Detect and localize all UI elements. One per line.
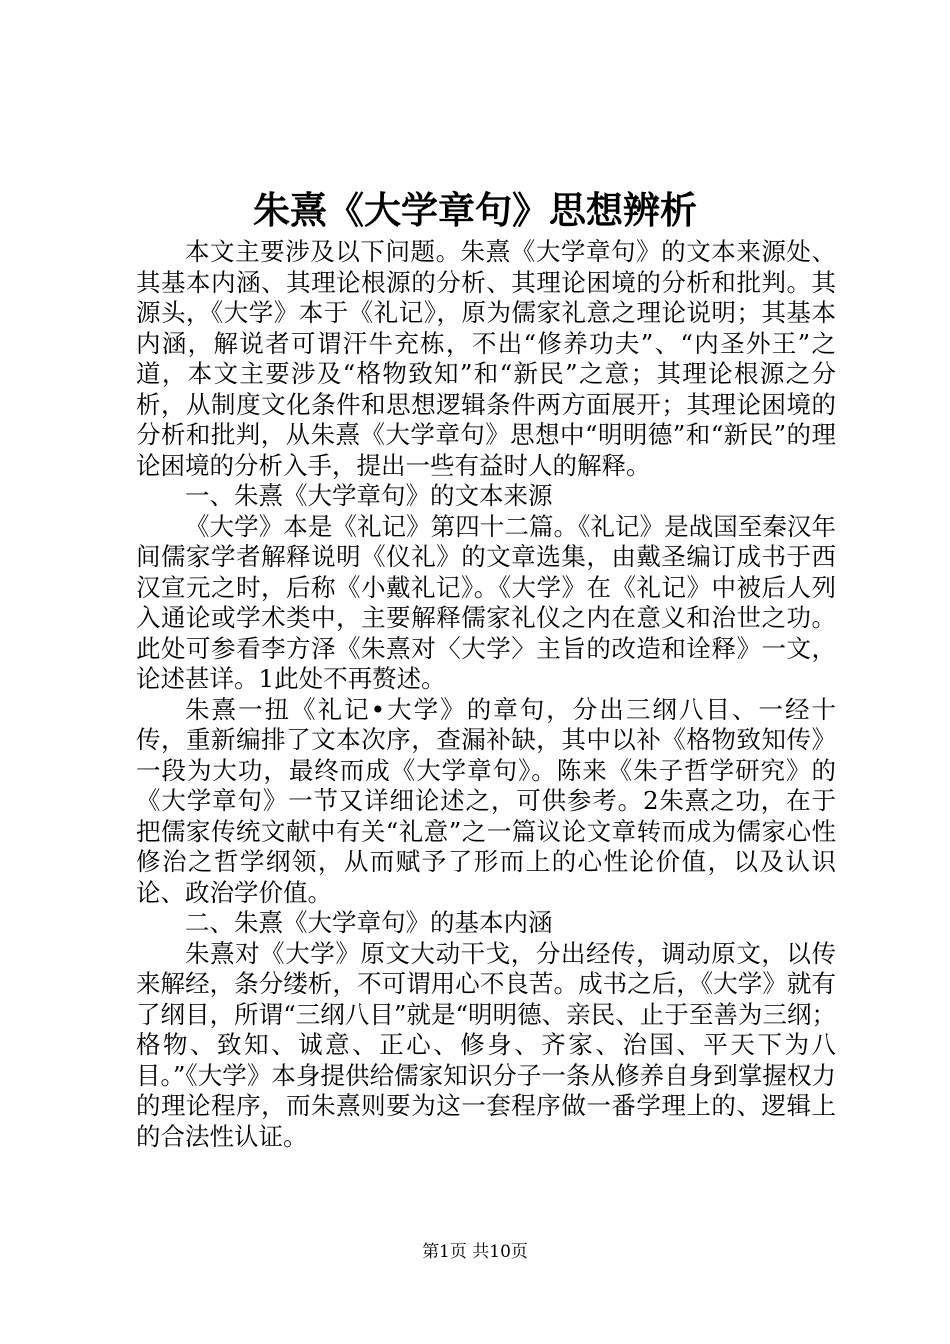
document-body [136, 237, 836, 1152]
paragraph-section2-a: 朱熹对《大学》原文大动干戈，分出经传，调动原文，以传来解经，条分缕析，不可谓用心不良苦。成书之后，《大学》就有了纲目，所谓“三纲八目”就是“明明德、亲民、止于至善为三纲；格物、致知、诚意、正心、修身、齐家、治国、平天下为八目。”《大学》本身提供给儒家知识分子一条从修养自身到掌握权力的理论程序，而朱熹则要为这一套程序做一番学理上的、逻辑上的合法性认证。 [136, 938, 836, 1151]
paragraph-section1-a: 《大学》本是《礼记》第四十二篇。《礼记》是战国至秦汉年间儒家学者解释说明《仪礼》的文章选集，由戴圣编订成书于西汉宣元之时，后称《小戴礼记》。《大学》在《礼记》中被后人列入通论或学术类中，主要解释儒家礼仪之内在意义和治世之功。此处可参看李方泽《朱熹对〈大学〉主旨的改造和诠释》一文，论述甚详。1此处不再赘述。 [136, 511, 836, 693]
page-title: 朱熹《大学章句》思想辨析 [253, 188, 697, 232]
section-heading-2: 二、朱熹《大学章句》的基本内涵 [185, 908, 553, 937]
paragraph-section1-b: 朱熹一扭《礼记•大学》的章句，分出三纲八目、一经十传，重新编排了文本次序，查漏补缺，其中以补《格物致知传》一段为大功，最终而成《大学章句》。陈来《朱子哲学研究》的《大学章句》一节又详细论述之，可供参考。2朱熹之功，在于把儒家传统文献中有关“礼意”之一篇议论文章转而成为儒家心性修治之哲学纲领，从而赋予了形而上的心性论价值，以及认识论、政治学价值。 [136, 694, 836, 907]
paragraph-abstract: 本文主要涉及以下问题。朱熹《大学章句》的文本来源处、其基本内涵、其理论根源的分析、其理论困境的分析和批判。其源头，《大学》本于《礼记》，原为儒家礼意之理论说明；其基本内涵，解说者可谓汗牛充栋，不出“修养功夫”、“内圣外王”之道，本文主要涉及“格物致知”和“新民”之意；其理论根源之分析，从制度文化条件和思想逻辑条件两方面展开；其理论困境的分析和批判，从朱熹《大学章句》思想中“明明德”和“新民”的理论困境的分析入手，提出一些有益时人的解释。 [136, 237, 836, 480]
page-number-footer: 第1页 共10页 [422, 1242, 528, 1262]
section-heading-1: 一、朱熹《大学章句》的文本来源 [185, 481, 553, 510]
